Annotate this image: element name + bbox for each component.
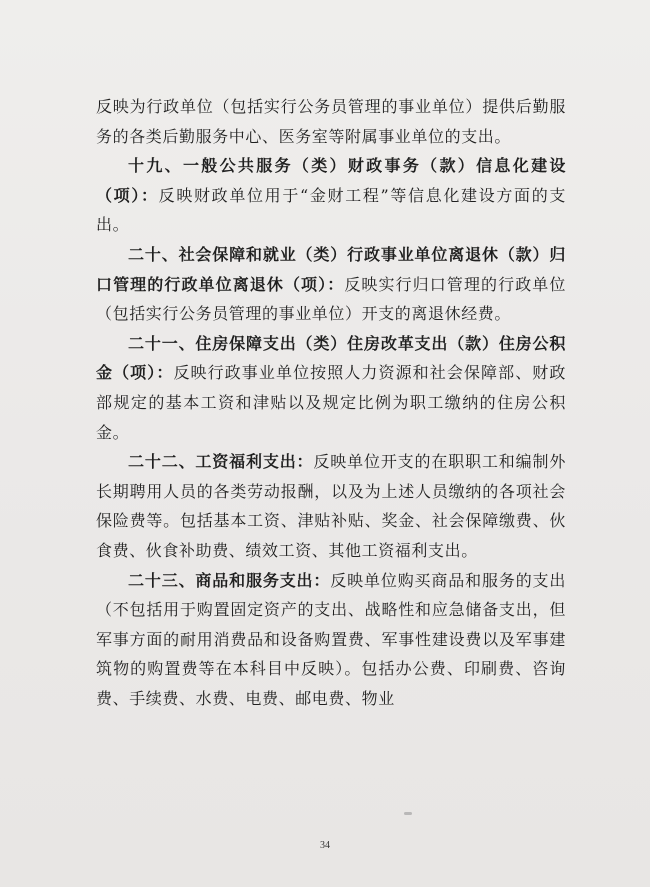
paragraph-heading: 二十二、工资福利支出： [128,452,314,472]
document-body [96,92,566,713]
paragraph-body: 反映为行政单位（包括实行公务员管理的事业单位）提供后勤服务的各类后勤服务中心、医务室等附属事业单位的支出。 [96,97,566,146]
paragraph-body: 反映实行归口管理的行政单位（包括实行公务员管理的事业单位）开支的离退休经费。 [96,274,566,324]
paragraph-continued [96,92,566,151]
paragraph-heading: 十九、一般公共服务（类）财政事务（款）信息化建设（项）： [96,156,566,205]
paragraph-heading: 二十、社会保障和就业（类）行政事业单位离退休（款）归口管理的行政单位离退休（项）： [96,244,566,294]
paragraph-body: 反映行政事业单位按照人力资源和社会保障部、财政部规定的基本工资和津贴以及规定比例为职工缴纳的住房公积金。 [96,363,566,442]
page-number: 34 [320,840,330,851]
paragraph-22 [96,447,566,565]
paragraph-body: 反映单位购买商品和服务的支出（不包括用于购置固定资产的支出、战略性和应急储备支出，但军事方面的耐用消费品和设备购置费、军事性建设费以及军事建筑物的购置费等在本科目中反映）。包括办公费、印刷费、咨询费、手续费、水费、电费、邮电费、物业 [96,570,567,708]
paragraph-body: 反映单位开支的在职职工和编制外长期聘用人员的各类劳动报酬，以及为上述人员缴纳的各项社会保险费等。包括基本工资、津贴补贴、奖金、社会保障缴费、伙食费、伙食补助费、绩效工资、其他工资福利支出。 [96,452,566,560]
paragraph-23 [96,566,566,714]
paragraph-21 [96,329,566,447]
paragraph-heading: 二十三、商品和服务支出： [128,570,331,590]
paragraph-heading: 二十一、住房保障支出（类）住房改革支出（款）住房公积金（项）： [96,333,566,383]
paragraph-body: 反映财政单位用于“金财工程”等信息化建设方面的支出。 [96,185,566,235]
scan-mark [404,812,412,815]
paragraph-20 [96,240,566,329]
paragraph-19 [96,151,566,240]
